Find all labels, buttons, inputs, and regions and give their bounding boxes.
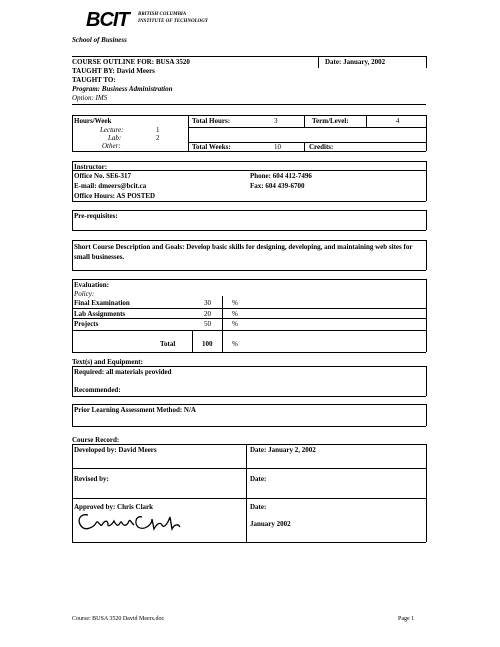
bcit-logo (72, 8, 222, 32)
record-mid-divider (246, 444, 247, 542)
record-row1-rule (72, 468, 426, 469)
course-top-rule (72, 56, 426, 57)
instructor-label: Instructor: (74, 163, 108, 171)
hours-top-rule (72, 115, 426, 116)
developed-date: Date: January 2, 2002 (250, 446, 316, 454)
instructor-top-rule (72, 161, 426, 162)
hours-left-edge (72, 115, 73, 151)
hours-term-divider (304, 115, 305, 127)
description-right-edge (426, 240, 427, 270)
evaluation-row-pct: % (232, 320, 238, 328)
credits-label: Credits: (309, 143, 334, 151)
prereq-label: Pre-requisites: (74, 212, 118, 220)
institute-line-1: BRITISH COLUMBIA (138, 12, 187, 17)
description-top-rule (72, 240, 426, 241)
fax: Fax: 604 439-6700 (250, 182, 305, 190)
evaluation-right-edge (426, 279, 427, 352)
program: Program: Business Administration (72, 85, 173, 93)
evaluation-row-label: Final Examination (74, 299, 130, 307)
record-bottom-rule (72, 542, 426, 543)
course-divider (318, 56, 319, 68)
plar-method: Prior Learning Assessment Method: N/A (74, 406, 196, 414)
evaluation-left-edge (72, 279, 73, 352)
description-left-edge (72, 240, 73, 270)
evaluation-row-value: 30 (204, 299, 211, 307)
total-weeks-label: Total Weeks: (192, 143, 231, 151)
hours-term-val-divider (366, 115, 367, 127)
evaluation-pct-divider (222, 296, 223, 352)
texts-bottom-rule (72, 396, 426, 397)
other-label: Other: (102, 142, 121, 150)
course-record-title: Course Record: (72, 436, 120, 444)
evaluation-value-divider (192, 330, 193, 352)
course-date: Date: January, 2002 (325, 58, 386, 66)
plar-top-rule (72, 404, 426, 405)
evaluation-row-pct: % (232, 310, 238, 318)
hours-bottom-rule (72, 151, 426, 152)
term-level-label: Term/Level: (312, 117, 349, 125)
email: E-mail: dmeers@bcit.ca (74, 182, 147, 190)
texts-left-edge (72, 366, 73, 396)
hours-mid-rule (188, 127, 426, 128)
institute-line-2: INSTITUTE OF TECHNOLOGY (138, 19, 208, 24)
texts-title: Text(s) and Equipment: (72, 358, 143, 366)
office-number: Office No. SE6-317 (74, 172, 131, 180)
prereq-right-edge (426, 210, 427, 230)
signature-image (72, 509, 192, 535)
hours-right-edge (426, 115, 427, 151)
approved-date-label: Date: (250, 503, 267, 511)
plar-bottom-rule (72, 426, 426, 427)
lecture-label: Lecture: (100, 126, 124, 134)
evaluation-total-pct: % (232, 340, 238, 348)
taught-by: TAUGHT BY: David Meers (72, 67, 155, 75)
evaluation-row-pct: % (232, 299, 238, 307)
bcit-logo-mark: BCIT (86, 9, 129, 31)
evaluation-top-rule (72, 279, 426, 280)
required-materials: Required: all materials provided (74, 368, 172, 376)
hours-week-label: Hours/Week (74, 117, 112, 125)
school-name: School of Business (72, 36, 127, 44)
evaluation-row-rule (72, 308, 426, 309)
texts-right-edge (426, 366, 427, 396)
hours-credits-divider (304, 142, 305, 151)
footer-filename: Course: BUSA 3520 David Meers.doc (72, 616, 165, 622)
revised-by: Revised by: (74, 475, 109, 483)
lab-label: Lab: (108, 134, 122, 142)
course-description: Short Course Description and Goals: Develop basic skills for designing, developing, and maintaining web sites for small businesses. (74, 243, 413, 261)
developed-by: Developed by: David Meers (74, 446, 157, 454)
hours-col-divider (188, 115, 189, 151)
instructor-left-edge (72, 161, 73, 201)
evaluation-total-rule (72, 330, 426, 331)
description-bottom-rule (72, 270, 426, 271)
revised-date: Date: (250, 475, 267, 483)
texts-top-rule (72, 366, 426, 367)
approved-by: Approved by: Chris Clark (74, 503, 154, 511)
evaluation-label: Evaluation: (74, 281, 110, 289)
evaluation-row-rule (72, 318, 426, 319)
instructor-right-edge (426, 161, 427, 201)
evaluation-row-label: Lab Assignments (74, 310, 126, 318)
record-top-rule (72, 444, 426, 445)
approved-date: January 2002 (250, 520, 291, 528)
evaluation-bottom-rule (72, 352, 426, 353)
option: Option: IMS (72, 94, 108, 102)
evaluation-row-value: 50 (204, 320, 211, 328)
prereq-top-rule (72, 210, 426, 211)
page-number: Page 1 (398, 616, 415, 622)
phone: Phone: 604 412-7496 (250, 172, 312, 180)
prereq-bottom-rule (72, 230, 426, 231)
total-hours-label: Total Hours: (192, 117, 231, 125)
course-bottom-rule (72, 104, 426, 105)
total-weeks-value: 10 (274, 143, 281, 151)
office-hours: Office Hours: AS POSTED (74, 192, 156, 200)
prereq-left-edge (72, 210, 73, 230)
evaluation-row-label: Projects (74, 320, 99, 328)
plar-left-edge (72, 404, 73, 426)
lecture-value: 1 (156, 126, 160, 134)
instructor-bottom-rule (72, 201, 426, 202)
record-right-edge (426, 444, 427, 542)
taught-to: TAUGHT TO: (72, 76, 116, 84)
recommended-materials: Recommended: (74, 386, 121, 394)
evaluation-row-value: 20 (204, 310, 211, 318)
evaluation-total-value: 100 (202, 340, 213, 348)
instructor-title-rule (72, 170, 426, 171)
lab-value: 2 (156, 134, 160, 142)
record-row2-rule (72, 498, 426, 499)
term-level-value: 4 (396, 117, 400, 125)
total-hours-value: 3 (274, 117, 278, 125)
policy-label: Policy: (74, 290, 95, 298)
evaluation-total-label: Total (160, 340, 176, 348)
course-right-edge (426, 56, 427, 68)
plar-right-edge (426, 404, 427, 426)
course-outline-title: COURSE OUTLINE FOR: BUSA 3520 (72, 58, 190, 66)
